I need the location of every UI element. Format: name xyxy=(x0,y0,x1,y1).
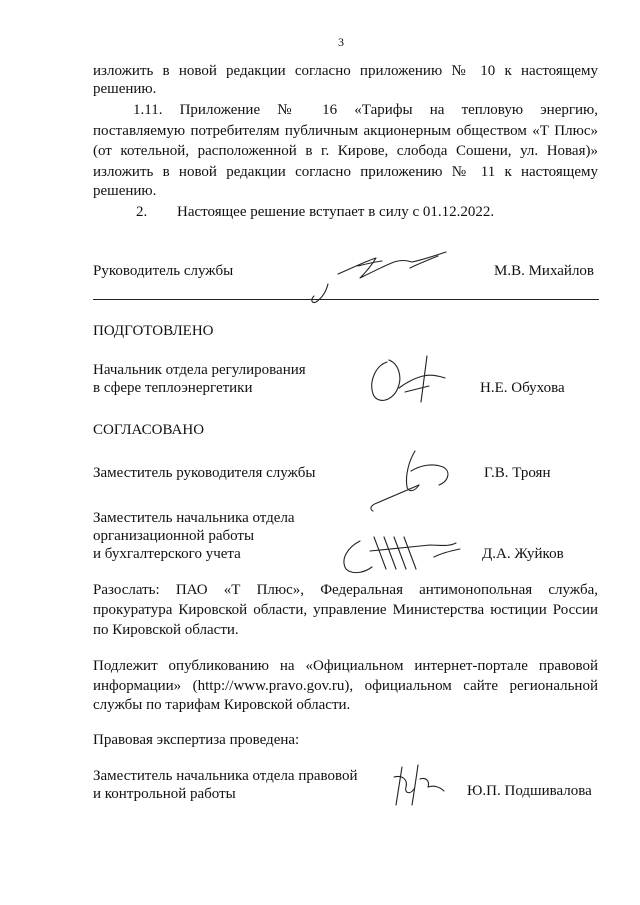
approved-person2-position-line-1: Заместитель начальника отдела xyxy=(93,510,295,526)
publication-line-2: информации» (http://www.pravo.gov.ru), официальном сайте региональной xyxy=(93,678,598,694)
approved-person2-position-line-2: организационной работы xyxy=(93,528,255,544)
publication-line-3: службы по тарифам Кировской области. xyxy=(93,697,351,713)
item-1-11-line-5: решению. xyxy=(93,183,157,199)
prepared-position-line-2: в сфере теплоэнергетики xyxy=(93,380,253,396)
prepared-name: Н.Е. Обухова xyxy=(480,380,565,396)
head-position: Руководитель службы xyxy=(93,263,234,279)
legal-review-text: Правовая экспертиза проведена: xyxy=(93,732,300,748)
page-number: 3 xyxy=(338,35,344,49)
approved-person2-name: Д.А. Жуйков xyxy=(482,546,564,562)
approved-person1-signature xyxy=(355,445,465,515)
approved-heading: СОГЛАСОВАНО xyxy=(93,422,205,438)
approved-person2-signature xyxy=(330,527,475,582)
legal-review-position-line-1: Заместитель начальника отдела правовой xyxy=(93,768,358,784)
distribution-line-3: по Кировской области. xyxy=(93,622,239,638)
distribution-line-1: Разослать: ПАО «Т Плюс», Федеральная антимонопольная служба, xyxy=(93,582,598,598)
item-2-text: Настоящее решение вступает в силу с 01.12.2022. xyxy=(177,204,495,220)
approved-person2-position-line-3: и бухгалтерского учета xyxy=(93,546,241,562)
item-1-11-line-4: изложить в новой редакции согласно приложению № 11 к настоящему xyxy=(93,164,598,180)
head-signature xyxy=(300,238,460,308)
prepared-heading: ПОДГОТОВЛЕНО xyxy=(93,323,214,339)
item-1-11-line-2: поставляемую потребителям публичным акционерным обществом «Т Плюс» xyxy=(93,123,598,139)
prepared-signature xyxy=(365,352,460,412)
divider-line xyxy=(93,299,599,300)
legal-review-signature xyxy=(384,757,454,812)
approved-person1-position: Заместитель руководителя службы xyxy=(93,465,316,481)
body-line-2: решению. xyxy=(93,81,157,97)
publication-line-1: Подлежит опубликованию на «Официальном интернет-портале правовой xyxy=(93,658,598,674)
item-2-number: 2. xyxy=(136,204,148,220)
prepared-position-line-1: Начальник отдела регулирования xyxy=(93,362,306,378)
legal-review-position-line-2: и контрольной работы xyxy=(93,786,236,802)
body-line-1: изложить в новой редакции согласно приложению № 10 к настоящему xyxy=(93,63,598,79)
legal-review-name: Ю.П. Подшивалова xyxy=(467,783,592,799)
item-1-11-line-3: (от котельной, расположенной в г. Кирове, слобода Сошени, ул. Новая)» xyxy=(93,143,598,159)
head-name: М.В. Михайлов xyxy=(494,263,595,279)
item-1-11-line-1: 1.11. Приложение № 16 «Тарифы на тепловую энергию, xyxy=(133,102,598,118)
distribution-line-2: прокуратура Кировской области, управление Министерства юстиции России xyxy=(93,602,598,618)
approved-person1-name: Г.В. Троян xyxy=(484,465,551,481)
